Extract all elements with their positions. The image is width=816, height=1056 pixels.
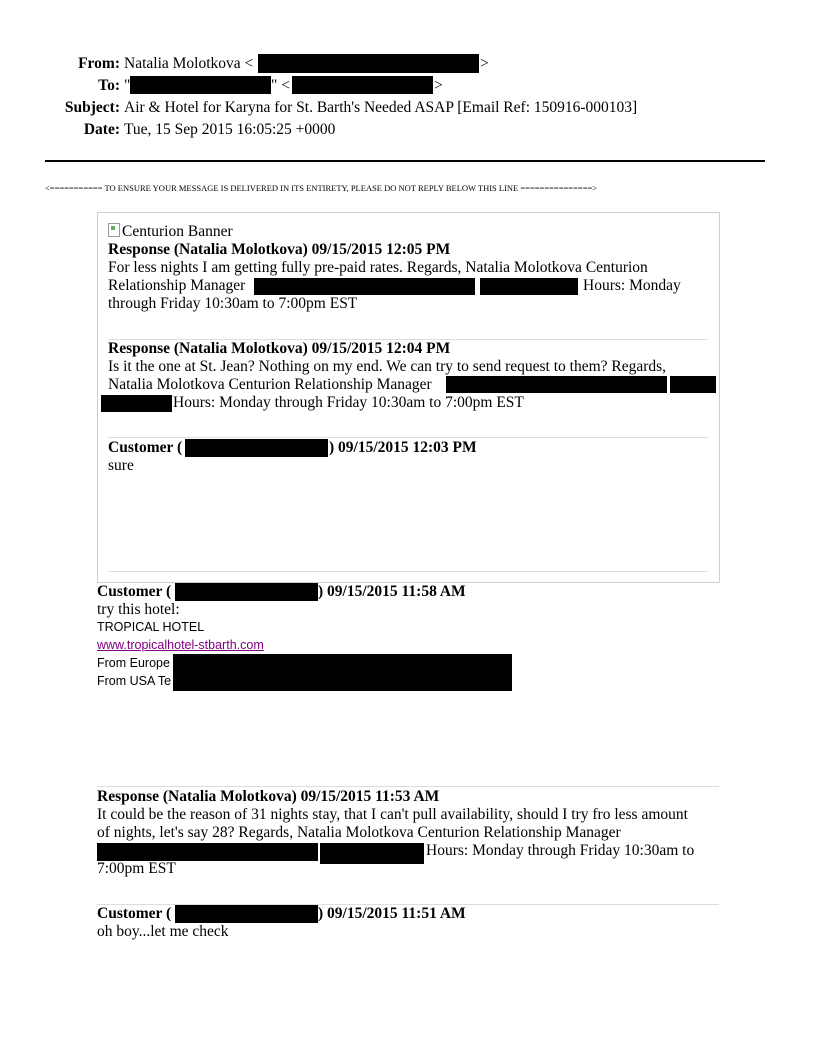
message-heading: Customer (	[108, 439, 183, 456]
message-separator	[108, 571, 708, 572]
from-label: From:	[78, 55, 120, 72]
broken-image-icon	[108, 223, 120, 237]
redaction-bar	[292, 76, 433, 94]
redaction-bar	[670, 376, 716, 393]
message-separator	[97, 786, 719, 787]
message-line: Hours: Monday through Friday 10:30am to	[426, 842, 695, 859]
message-heading: ) 09/15/2015 12:03 PM	[329, 439, 477, 456]
message-line: For less nights I am getting fully pre-paid rates. Regards, Natalia Molotkova Centurion	[108, 259, 648, 276]
message-line: Hours: Monday through Friday 10:30am to 7:00pm EST	[173, 394, 524, 411]
message-heading: ) 09/15/2015 11:51 AM	[318, 905, 466, 922]
redaction-bar	[254, 278, 475, 295]
message-line: It could be the reason of 31 nights stay, that I can't pull availability, should I try fro less amount	[97, 806, 688, 823]
message-line: 7:00pm EST	[97, 860, 176, 877]
message-line: through Friday 10:30am to 7:00pm EST	[108, 295, 358, 312]
date-label: Date:	[83, 121, 120, 138]
redaction-bar	[320, 843, 424, 864]
message-line: sure	[108, 457, 134, 474]
hotel-website-link[interactable]: www.tropicalhotel-stbarth.com	[97, 638, 264, 652]
message-separator	[108, 437, 708, 438]
banner-image-alt: Centurion Banner	[108, 223, 233, 241]
from-value: Natalia Molotkova <	[124, 55, 254, 72]
reply-notice: <=========== TO ENSURE YOUR MESSAGE IS DELIVERED IN ITS ENTIRETY, PLEASE DO NOT REPLY BELOW THIS LINE ===============>	[45, 183, 598, 193]
message-heading: Customer (	[97, 905, 172, 922]
hotel-name: TROPICAL HOTEL	[97, 620, 205, 634]
redaction-bar	[173, 654, 512, 691]
message-line: Hours: Monday	[583, 277, 681, 294]
message-line: From USA Te	[97, 674, 172, 688]
to-close: >	[434, 77, 443, 94]
to-label: To:	[98, 77, 120, 94]
redaction-bar	[130, 76, 271, 94]
date-value: Tue, 15 Sep 2015 16:05:25 +0000	[124, 121, 336, 138]
redaction-bar	[175, 905, 318, 923]
redaction-bar	[446, 376, 667, 393]
message-line: Natalia Molotkova Centurion Relationship Manager	[108, 376, 432, 393]
message-heading: Response (Natalia Molotkova) 09/15/2015 11:53 AM	[97, 788, 440, 805]
message-heading: Response (Natalia Molotkova) 09/15/2015 12:05 PM	[108, 241, 451, 258]
message-line: Relationship Manager	[108, 277, 246, 294]
message-line: try this hotel:	[97, 601, 180, 618]
header-divider	[45, 160, 765, 162]
subject-label: Subject:	[64, 99, 120, 116]
message-heading: Response (Natalia Molotkova) 09/15/2015 12:04 PM	[108, 340, 451, 357]
message-line: oh boy...let me check	[97, 923, 229, 940]
redaction-bar	[480, 278, 578, 295]
to-mid: " <	[271, 77, 290, 94]
message-line: From Europe	[97, 656, 170, 670]
message-heading: Customer (	[97, 583, 172, 600]
redaction-bar	[175, 583, 318, 601]
redaction-bar	[258, 54, 479, 73]
redaction-bar	[97, 843, 318, 861]
message-line: of nights, let's say 28? Regards, Natalia Molotkova Centurion Relationship Manager	[97, 824, 621, 841]
redaction-bar	[185, 439, 328, 457]
message-heading: ) 09/15/2015 11:58 AM	[318, 583, 466, 600]
to-open: "	[124, 77, 131, 94]
message-line: Is it the one at St. Jean? Nothing on my end. We can try to send request to them? Regards,	[108, 358, 667, 375]
subject-value: Air & Hotel for Karyna for St. Barth's Needed ASAP [Email Ref: 150916-000103]	[124, 99, 638, 116]
from-close: >	[480, 55, 489, 72]
redaction-bar	[101, 395, 172, 412]
